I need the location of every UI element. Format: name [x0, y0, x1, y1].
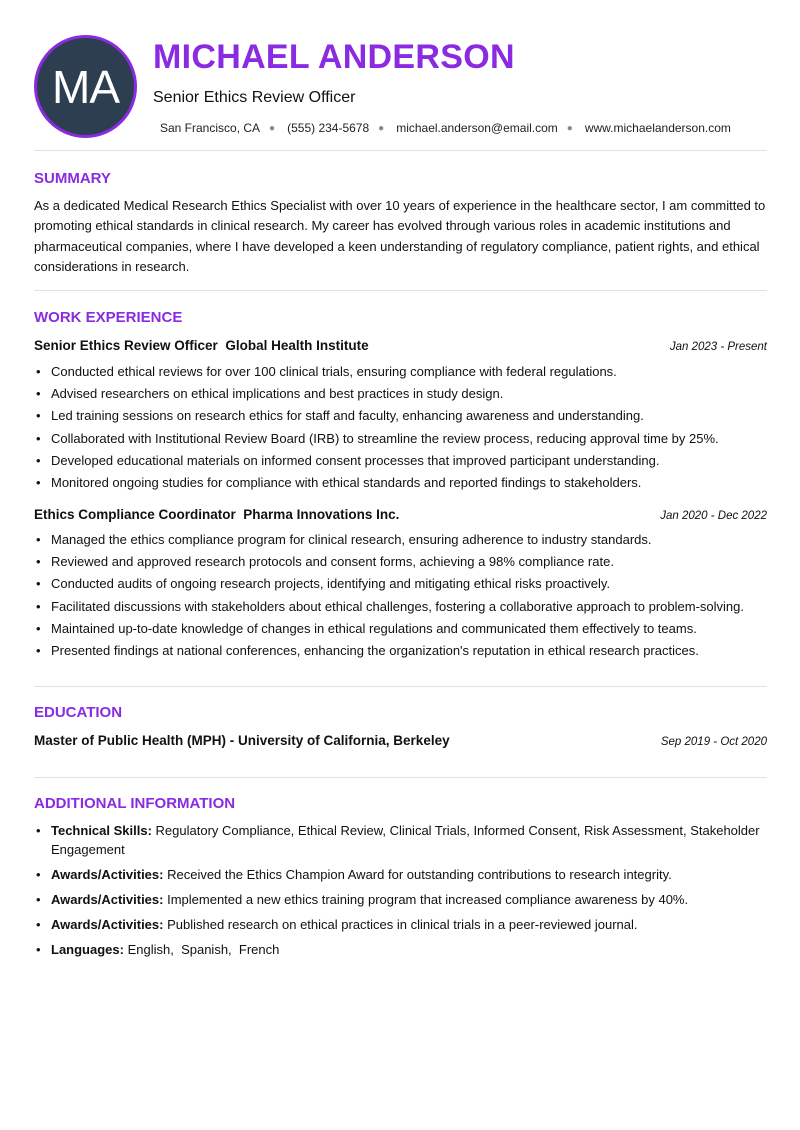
list-item: • Managed the ethics compliance program for clinical research, ensuring adherence to industry standards. [34, 530, 774, 549]
separator-dot: ● [378, 122, 385, 134]
list-item: • Monitored ongoing studies for compliance with ethical standards and reported findings to stakeholders. [34, 473, 774, 492]
job-bullets [34, 530, 774, 663]
contact-info [160, 121, 731, 135]
job-company: Global Health Institute [225, 338, 369, 353]
contact-phone: (555) 234-5678 [287, 121, 370, 135]
avatar-initials: MA [52, 60, 119, 113]
list-item [34, 865, 774, 884]
education-dates: Sep 2019 - Oct 2020 [660, 736, 767, 748]
candidate-title: Senior Ethics Review Officer [153, 89, 356, 106]
education-heading: EDUCATION [34, 704, 123, 721]
list-item: • Led training sessions on research ethics for staff and faculty, enhancing awareness and understanding. [34, 406, 774, 425]
candidate-name: MICHAEL ANDERSON [153, 38, 515, 76]
contact-location: San Francisco, CA [160, 121, 261, 135]
job-dates: Jan 2023 - Present [669, 341, 767, 353]
additional-list [34, 821, 774, 965]
contact-email[interactable]: michael.anderson@email.com [396, 121, 558, 135]
item-label: Technical Skills: [51, 823, 152, 838]
experience-heading: WORK EXPERIENCE [34, 309, 183, 326]
item-text: Regulatory Compliance, Ethical Review, Clinical Trials, Informed Consent, Risk Assessment, Stakeholder Engagement [51, 823, 760, 857]
job-dates: Jan 2020 - Dec 2022 [660, 510, 767, 522]
job-role: Senior Ethics Review Officer [34, 338, 218, 353]
divider [34, 290, 767, 291]
list-item: • Reviewed and approved research protocols and consent forms, achieving a 98% compliance rate. [34, 552, 774, 571]
item-label: Languages: [51, 942, 124, 957]
item-label: Awards/Activities: [51, 867, 164, 882]
job-role: Ethics Compliance Coordinator [34, 507, 236, 522]
list-item: • Maintained up-to-date knowledge of changes in ethical regulations and communicated them effectively to teams. [34, 619, 774, 638]
list-item [34, 821, 774, 859]
education-entry [34, 733, 767, 748]
avatar [34, 35, 137, 138]
item-text: English, Spanish, French [127, 942, 280, 957]
divider [34, 777, 767, 778]
list-item: • Conducted ethical reviews for over 100 clinical trials, ensuring compliance with federal regulations. [34, 362, 774, 381]
item-label: Awards/Activities: [51, 892, 164, 907]
list-item [34, 940, 774, 959]
additional-heading: ADDITIONAL INFORMATION [34, 795, 236, 812]
list-item [34, 890, 774, 909]
item-text: Implemented a new ethics training program that increased compliance awareness by 40%. [167, 892, 689, 907]
contact-website[interactable]: www.michaelanderson.com [584, 121, 731, 135]
separator-dot: ● [269, 122, 276, 134]
item-label: Awards/Activities: [51, 917, 164, 932]
education-degree: Master of Public Health (MPH) - University of California, Berkeley [34, 733, 450, 748]
list-item: • Advised researchers on ethical implications and best practices in study design. [34, 384, 774, 403]
list-item: • Presented findings at national conferences, enhancing the organization's reputation in ethical research practices. [34, 641, 774, 660]
separator-dot: ● [566, 122, 573, 134]
list-item: • Developed educational materials on informed consent processes that improved participant understanding. [34, 451, 774, 470]
summary-heading: SUMMARY [34, 170, 111, 187]
summary-text: As a dedicated Medical Research Ethics Specialist with over 10 years of experience in the healthcare sector, I am committed to promoting ethical standards in clinical research. My career has evolved through various roles in academic institutions and pharmaceutical companies, where I have developed a keen understanding of regulatory compliance, patient rights, and ethical considerations in research. [34, 198, 766, 274]
item-text: Received the Ethics Champion Award for outstanding contributions to research integrity. [167, 867, 672, 882]
list-item: • Conducted audits of ongoing research projects, identifying and mitigating ethical risks proactively. [34, 574, 774, 593]
divider [34, 686, 767, 687]
job-bullets [34, 362, 774, 495]
list-item: • Collaborated with Institutional Review Board (IRB) to streamline the review process, reducing approval time by 25%. [34, 429, 774, 448]
list-item [34, 915, 774, 934]
list-item: • Facilitated discussions with stakeholders about ethical challenges, fostering a collaborative approach to problem-solving. [34, 597, 774, 616]
job-company: Pharma Innovations Inc. [243, 507, 400, 522]
job-header [34, 338, 767, 353]
job-header [34, 507, 767, 522]
item-text: Published research on ethical practices in clinical trials in a peer-reviewed journal. [167, 917, 638, 932]
divider [34, 150, 767, 151]
